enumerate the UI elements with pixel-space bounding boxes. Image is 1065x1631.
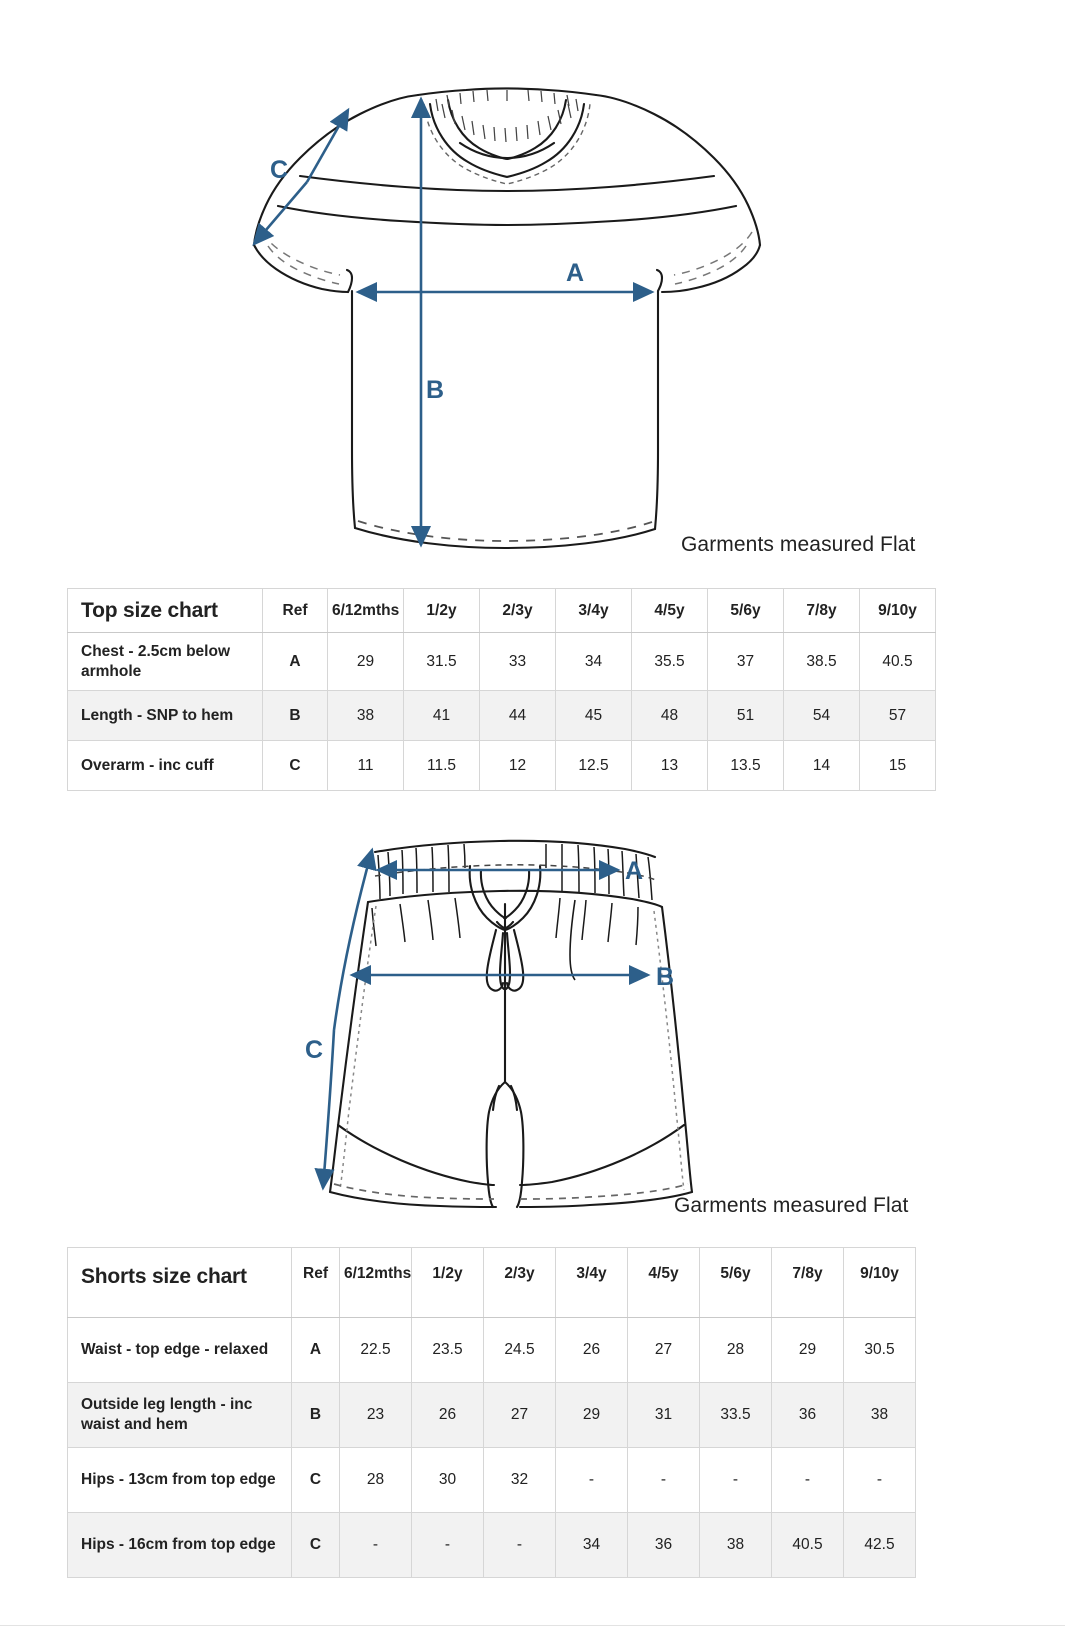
cell-waist-9-10y: 30.5 xyxy=(844,1318,916,1383)
cell-hips13-9-10y: - xyxy=(844,1448,916,1513)
table-row xyxy=(68,1448,916,1513)
cell-hips13-3-4y: - xyxy=(556,1448,628,1513)
shorts-size-chart-container xyxy=(67,1247,914,1578)
cell-chest-7-8y: 38.5 xyxy=(784,633,860,691)
measure-label-a: A xyxy=(625,857,644,885)
header-size-4-5y: 4/5y xyxy=(628,1248,700,1318)
cell-chest-2-3y: 33 xyxy=(480,633,556,691)
header-size-2-3y: 2/3y xyxy=(480,589,556,633)
shorts-technical-drawing xyxy=(0,830,1065,1220)
cell-waist-1-2y: 23.5 xyxy=(412,1318,484,1383)
top-figure-caption: Garments measured Flat xyxy=(681,533,916,556)
cell-overarm-1-2y: 11.5 xyxy=(404,741,480,791)
row-ref-chest: A xyxy=(263,633,328,691)
cell-length-2-3y: 44 xyxy=(480,691,556,741)
cell-waist-5-6y: 28 xyxy=(700,1318,772,1383)
row-ref-hips-13cm: C xyxy=(292,1448,340,1513)
cell-length-4-5y: 48 xyxy=(632,691,708,741)
table-row xyxy=(68,741,936,791)
header-size-3-4y: 3/4y xyxy=(556,589,632,633)
cell-outside-leg-9-10y: 38 xyxy=(844,1383,916,1448)
cell-length-7-8y: 54 xyxy=(784,691,860,741)
cell-length-5-6y: 51 xyxy=(708,691,784,741)
cell-overarm-5-6y: 13.5 xyxy=(708,741,784,791)
table-header-row xyxy=(68,589,936,633)
cell-hips13-6-12mths: 28 xyxy=(340,1448,412,1513)
header-size-1-2y: 1/2y xyxy=(404,589,480,633)
header-size-3-4y: 3/4y xyxy=(556,1248,628,1318)
measure-label-b: B xyxy=(656,963,675,991)
table-row xyxy=(68,1513,916,1578)
header-size-5-6y: 5/6y xyxy=(708,589,784,633)
measure-label-a: A xyxy=(566,259,585,287)
tshirt-technical-drawing xyxy=(0,0,1065,565)
cell-hips16-7-8y: 40.5 xyxy=(772,1513,844,1578)
top-garment-figure xyxy=(0,0,1065,565)
header-size-2-3y: 2/3y xyxy=(484,1248,556,1318)
cell-length-3-4y: 45 xyxy=(556,691,632,741)
cell-outside-leg-4-5y: 31 xyxy=(628,1383,700,1448)
cell-length-6-12mths: 38 xyxy=(328,691,404,741)
cell-hips13-4-5y: - xyxy=(628,1448,700,1513)
cell-overarm-3-4y: 12.5 xyxy=(556,741,632,791)
table-row xyxy=(68,1383,916,1448)
header-size-7-8y: 7/8y xyxy=(772,1248,844,1318)
measure-label-c: C xyxy=(270,156,289,184)
cell-waist-6-12mths: 22.5 xyxy=(340,1318,412,1383)
row-label-outside-leg: Outside leg length - inc waist and hem xyxy=(68,1383,292,1448)
row-label-overarm: Overarm - inc cuff xyxy=(68,741,263,791)
cell-hips16-2-3y: - xyxy=(484,1513,556,1578)
row-ref-overarm: C xyxy=(263,741,328,791)
row-label-waist: Waist - top edge - relaxed xyxy=(68,1318,292,1383)
cell-hips13-7-8y: - xyxy=(772,1448,844,1513)
table-row xyxy=(68,633,936,691)
cell-outside-leg-2-3y: 27 xyxy=(484,1383,556,1448)
shorts-figure-caption: Garments measured Flat xyxy=(674,1194,909,1217)
table-header-row xyxy=(68,1248,916,1318)
row-ref-hips-16cm: C xyxy=(292,1513,340,1578)
cell-waist-3-4y: 26 xyxy=(556,1318,628,1383)
cell-chest-6-12mths: 29 xyxy=(328,633,404,691)
cell-waist-7-8y: 29 xyxy=(772,1318,844,1383)
page-bottom-divider xyxy=(0,1625,1065,1626)
cell-outside-leg-3-4y: 29 xyxy=(556,1383,628,1448)
measure-arrow-c xyxy=(323,850,372,1188)
cell-hips13-1-2y: 30 xyxy=(412,1448,484,1513)
row-ref-length: B xyxy=(263,691,328,741)
top-chart-title: Top size chart xyxy=(68,589,263,633)
cell-hips16-9-10y: 42.5 xyxy=(844,1513,916,1578)
header-size-4-5y: 4/5y xyxy=(632,589,708,633)
table-row xyxy=(68,1318,916,1383)
cell-hips16-1-2y: - xyxy=(412,1513,484,1578)
cell-overarm-2-3y: 12 xyxy=(480,741,556,791)
cell-chest-1-2y: 31.5 xyxy=(404,633,480,691)
table-row xyxy=(68,691,936,741)
header-size-5-6y: 5/6y xyxy=(700,1248,772,1318)
cell-hips16-3-4y: 34 xyxy=(556,1513,628,1578)
header-size-9-10y: 9/10y xyxy=(844,1248,916,1318)
row-label-length: Length - SNP to hem xyxy=(68,691,263,741)
cell-length-9-10y: 57 xyxy=(860,691,936,741)
shorts-chart-title: Shorts size chart xyxy=(68,1248,292,1318)
cell-outside-leg-6-12mths: 23 xyxy=(340,1383,412,1448)
header-size-6-12mths: 6/12mths xyxy=(328,589,404,633)
cell-hips16-6-12mths: - xyxy=(340,1513,412,1578)
cell-chest-4-5y: 35.5 xyxy=(632,633,708,691)
header-ref: Ref xyxy=(263,589,328,633)
cell-chest-5-6y: 37 xyxy=(708,633,784,691)
cell-overarm-9-10y: 15 xyxy=(860,741,936,791)
cell-chest-9-10y: 40.5 xyxy=(860,633,936,691)
top-size-chart-container xyxy=(67,588,934,791)
cell-hips13-5-6y: - xyxy=(700,1448,772,1513)
cell-hips13-2-3y: 32 xyxy=(484,1448,556,1513)
shorts-garment-figure xyxy=(0,830,1065,1220)
cell-waist-2-3y: 24.5 xyxy=(484,1318,556,1383)
row-label-chest: Chest - 2.5cm below armhole xyxy=(68,633,263,691)
header-size-7-8y: 7/8y xyxy=(784,589,860,633)
cell-hips16-5-6y: 38 xyxy=(700,1513,772,1578)
cell-chest-3-4y: 34 xyxy=(556,633,632,691)
header-ref: Ref xyxy=(292,1248,340,1318)
header-size-1-2y: 1/2y xyxy=(412,1248,484,1318)
row-label-hips-16cm: Hips - 16cm from top edge xyxy=(68,1513,292,1578)
cell-waist-4-5y: 27 xyxy=(628,1318,700,1383)
cell-hips16-4-5y: 36 xyxy=(628,1513,700,1578)
shorts-size-chart-table xyxy=(67,1247,916,1578)
row-label-hips-13cm: Hips - 13cm from top edge xyxy=(68,1448,292,1513)
cell-overarm-7-8y: 14 xyxy=(784,741,860,791)
header-size-9-10y: 9/10y xyxy=(860,589,936,633)
cell-outside-leg-5-6y: 33.5 xyxy=(700,1383,772,1448)
header-size-6-12mths: 6/12mths xyxy=(340,1248,412,1318)
measure-label-c: C xyxy=(305,1036,324,1064)
cell-outside-leg-1-2y: 26 xyxy=(412,1383,484,1448)
measure-label-b: B xyxy=(426,376,445,404)
cell-length-1-2y: 41 xyxy=(404,691,480,741)
cell-overarm-4-5y: 13 xyxy=(632,741,708,791)
top-size-chart-table xyxy=(67,588,936,791)
cell-outside-leg-7-8y: 36 xyxy=(772,1383,844,1448)
cell-overarm-6-12mths: 11 xyxy=(328,741,404,791)
row-ref-outside-leg: B xyxy=(292,1383,340,1448)
row-ref-waist: A xyxy=(292,1318,340,1383)
